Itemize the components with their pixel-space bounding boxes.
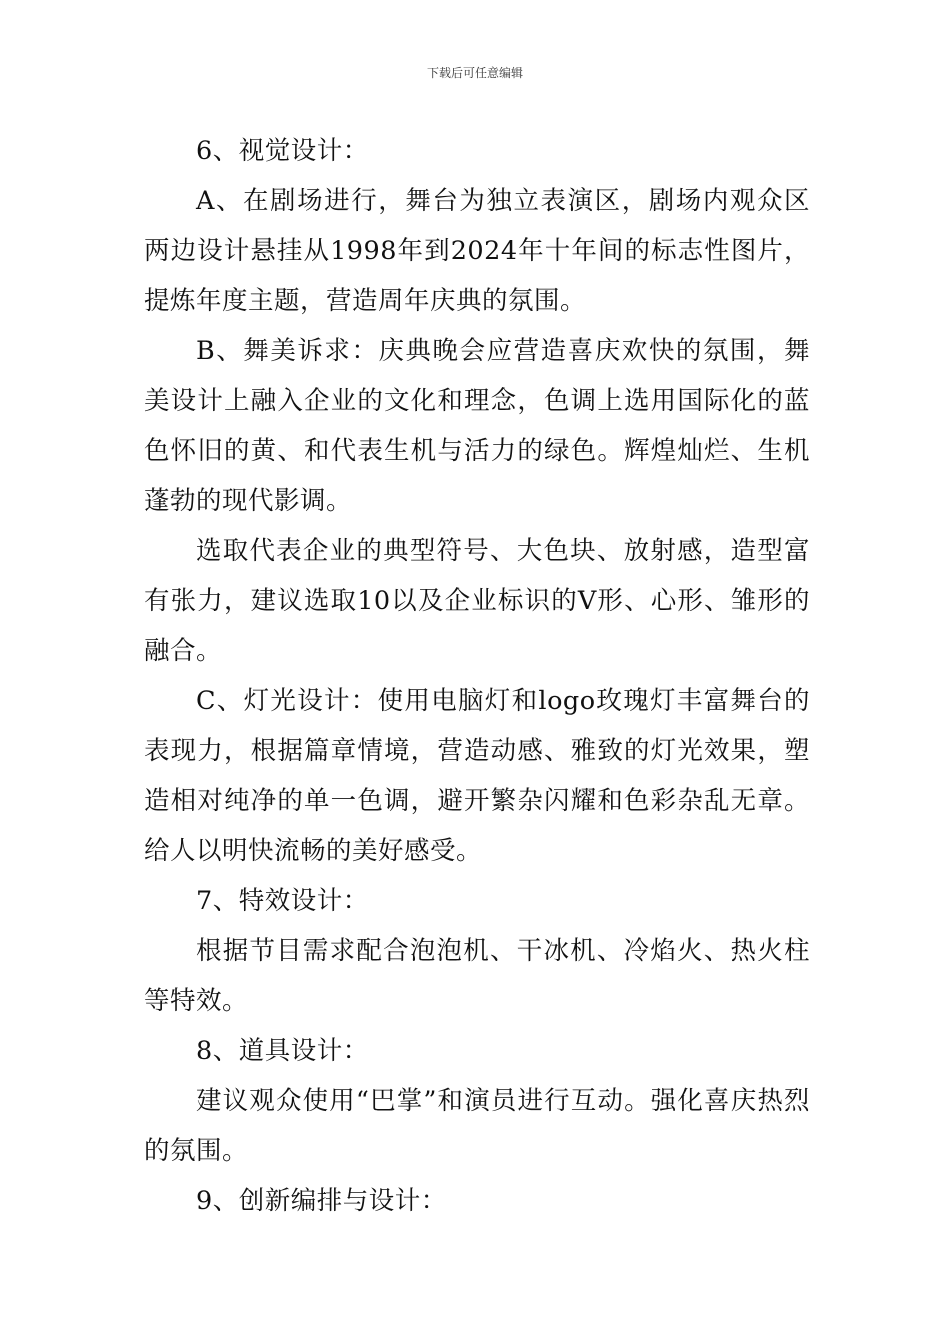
page-header: 下载后可任意编辑 (426, 66, 523, 80)
paragraph-venue: A、在剧场进行，舞台为独立表演区，剧场内观众区两边设计悬挂从1998年到2024年十年间的标志性图片，提炼年度主题，营造周年庆典的氛围。 (144, 186, 810, 316)
paragraph-effects: 根据节目需求配合泡泡机、干冰机、冷焰火、热火柱等特效。 (144, 936, 810, 1016)
document-body (144, 126, 810, 1226)
section-heading-visual-design: 6、视觉设计： (196, 136, 369, 166)
paragraph-lighting: C、灯光设计：使用电脑灯和logo玫瑰灯丰富舞台的表现力，根据篇章情境，营造动感、雅致的灯光效果，塑造相对纯净的单一色调，避开繁杂闪耀和色彩杂乱无章。给人以明快流畅的美好感受。 (144, 686, 810, 866)
section-heading-props: 8、道具设计： (196, 1036, 369, 1066)
paragraph-stage-design: B、舞美诉求：庆典晚会应营造喜庆欢快的氛围，舞美设计上融入企业的文化和理念，色调上选用国际化的蓝色怀旧的黄、和代表生机与活力的绿色。辉煌灿烂、生机蓬勃的现代影调。 (144, 336, 810, 516)
section-heading-effects: 7、特效设计： (196, 886, 369, 916)
section-heading-innovation: 9、创新编排与设计： (196, 1186, 447, 1216)
paragraph-props: 建议观众使用“巴掌”和演员进行互动。强化喜庆热烈的氛围。 (144, 1086, 810, 1166)
paragraph-symbols: 选取代表企业的典型符号、大色块、放射感，造型富有张力，建议选取10以及企业标识的V形、心形、雏形的融合。 (144, 536, 810, 666)
